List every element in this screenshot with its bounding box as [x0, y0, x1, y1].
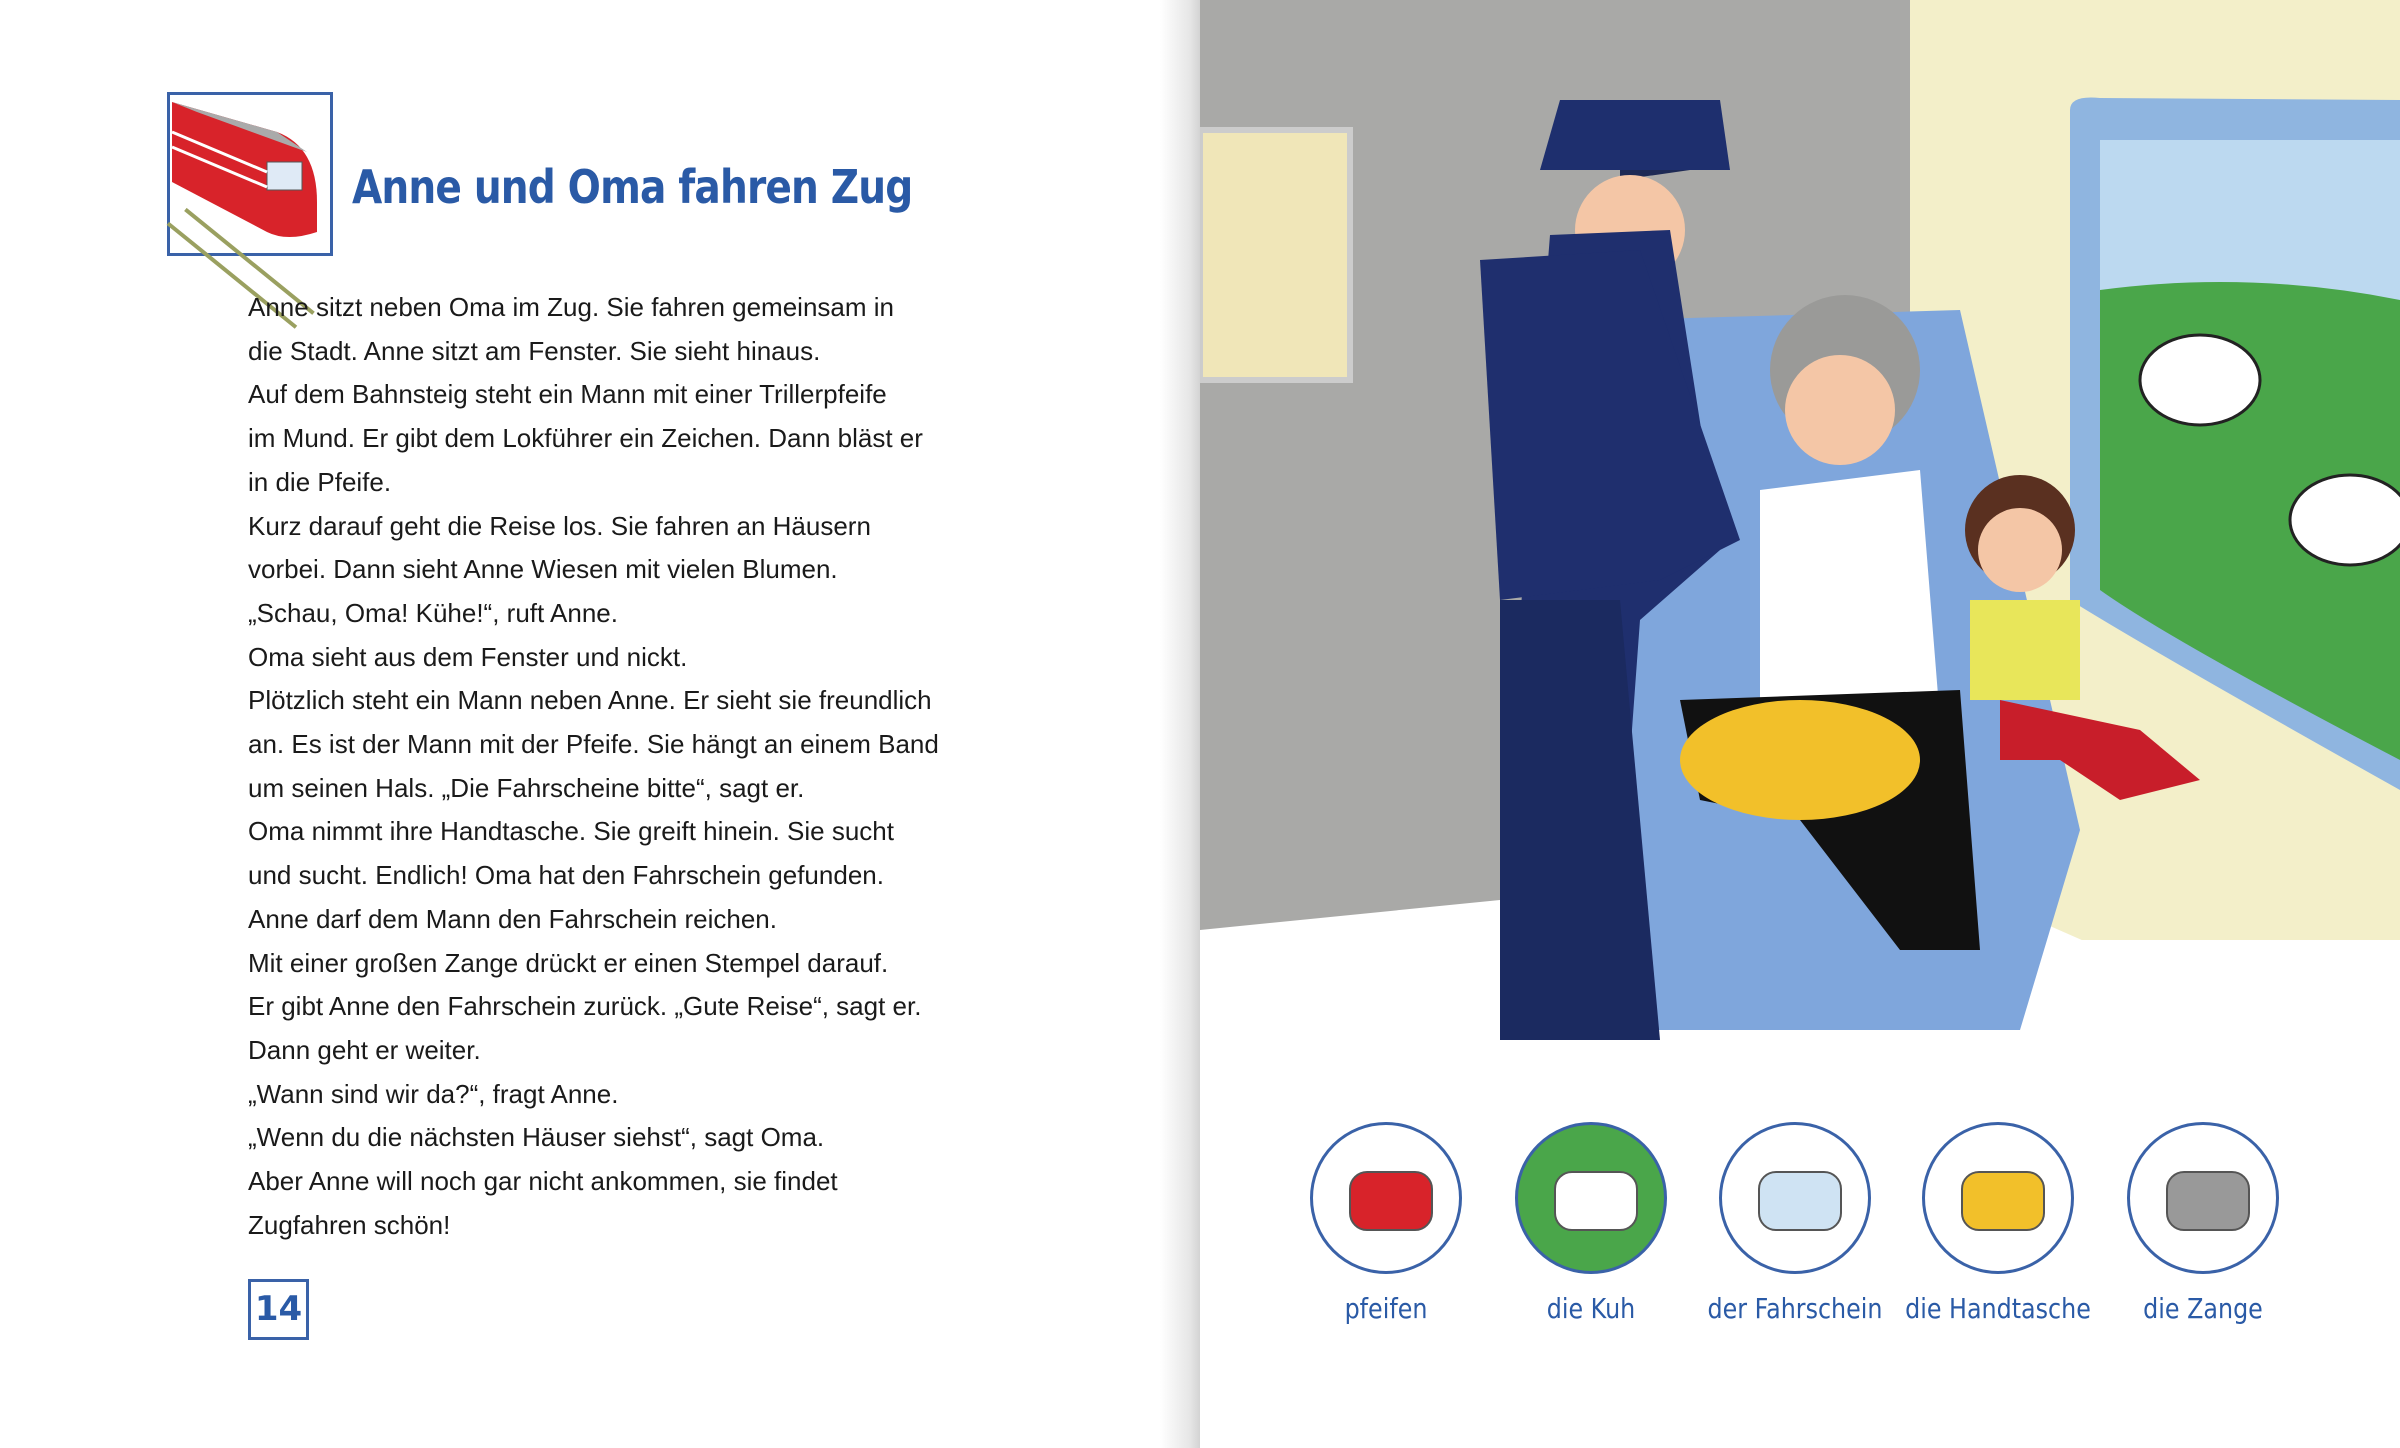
- whistle-icon: [1310, 1122, 1462, 1274]
- story-line: Zugfahren schön!: [248, 1209, 451, 1240]
- story-line: im Mund. Er gibt dem Lokführer ein Zeichen. Dann bläst er: [248, 423, 923, 454]
- left-page: [0, 0, 1190, 1448]
- story-line: Anne sitzt neben Oma im Zug. Sie fahren gemeinsam in: [248, 292, 894, 322]
- story-line: und sucht. Endlich! Oma hat den Fahrschein gefunden.: [248, 860, 884, 891]
- story-line: Anne darf dem Mann den Fahrschein reichen.: [248, 903, 777, 934]
- right-page: [1200, 0, 2400, 1448]
- vocabulary-label: der Fahrschein: [1707, 1292, 1883, 1325]
- story-line: Er gibt Anne den Fahrschein zurück. „Gute Reise“, sagt er.: [248, 991, 922, 1022]
- story-line: in die Pfeife.: [248, 466, 392, 497]
- story-line: „Wann sind wir da?“, fragt Anne.: [248, 1078, 619, 1109]
- story-line: Kurz darauf geht die Reise los. Sie fahren an Häusern: [248, 510, 871, 541]
- story-line: vorbei. Dann sieht Anne Wiesen mit vielen Blumen.: [248, 554, 838, 585]
- story-line: Oma nimmt ihre Handtasche. Sie greift hinein. Sie sucht: [248, 816, 894, 847]
- story-line: die Stadt. Anne sitzt am Fenster. Sie sieht hinaus.: [248, 335, 821, 366]
- story-line: „Schau, Oma! Kühe!“, ruft Anne.: [248, 597, 618, 628]
- story-text: [248, 286, 939, 1247]
- story-line: Mit einer großen Zange drückt er einen Stempel darauf.: [248, 947, 889, 978]
- handbag-icon: [1922, 1122, 2074, 1274]
- story-line: Oma sieht aus dem Fenster und nickt.: [248, 641, 688, 672]
- vocabulary-label: die Zange: [2143, 1292, 2263, 1325]
- story-line: Auf dem Bahnsteig steht ein Mann mit einer Trillerpfeife: [248, 379, 887, 410]
- pliers-icon: [2127, 1122, 2279, 1274]
- vocabulary-label: die Handtasche: [1905, 1292, 2091, 1325]
- story-line: Dann geht er weiter.: [248, 1034, 481, 1065]
- story-line: „Wenn du die nächsten Häuser siehst“, sagt Oma.: [248, 1122, 825, 1153]
- cow-icon: [1515, 1122, 1667, 1274]
- train-logo: [167, 92, 333, 256]
- story-line: um seinen Hals. „Die Fahrscheine bitte“, sagt er.: [248, 772, 805, 803]
- page-title: Anne und Oma fahren Zug: [352, 160, 913, 214]
- story-line: an. Es ist der Mann mit der Pfeife. Sie hängt an einem Band: [248, 729, 939, 760]
- story-line: Plötzlich steht ein Mann neben Anne. Er sieht sie freundlich: [248, 685, 932, 716]
- ticket-icon: [1719, 1122, 1871, 1274]
- vocabulary-label: die Kuh: [1546, 1292, 1636, 1325]
- illustration-train-compartment: [1200, 0, 2400, 1100]
- vocabulary-label: pfeifen: [1344, 1292, 1428, 1325]
- story-line: Aber Anne will noch gar nicht ankommen, sie findet: [248, 1166, 838, 1197]
- page-number: 14: [248, 1279, 309, 1340]
